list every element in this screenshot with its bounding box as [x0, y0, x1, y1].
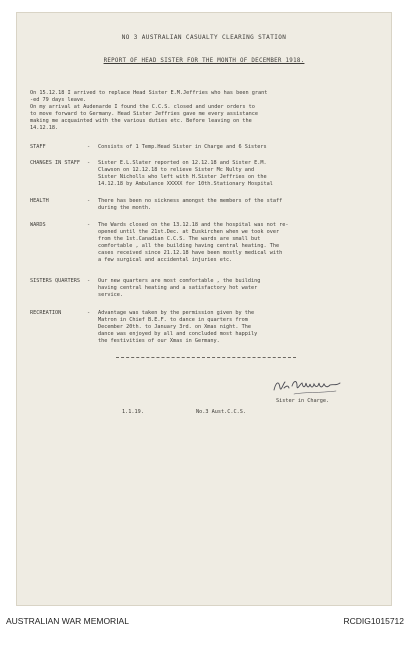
report-date: 1.1.19. — [122, 409, 144, 415]
intro-line: 14.12.18. — [30, 125, 59, 131]
section-dash: - — [87, 222, 91, 228]
section-text — [98, 160, 384, 188]
section-line: Clawson on 12.12.18 to relieve Sister Mc Nulty and — [98, 167, 255, 173]
section-text — [98, 222, 384, 264]
section-line: The Wards closed on the 13.12.18 and the hospital was not re- — [98, 222, 289, 228]
section-dash: - — [87, 198, 91, 204]
section-line: Sister E.L.Slater reported on 12.12.18 and Sister E.M. — [98, 160, 267, 166]
section-line: from the 1st.Canadian C.C.S. The wards are small but — [98, 236, 261, 242]
section-line: December 20th. to January 3rd. on Xmas night. The — [98, 324, 252, 330]
station-name: No.3 Aust.C.C.S. — [196, 409, 246, 415]
intro-line: On 15.12.18 I arrived to replace Head Sister E.M.Jeffries who has been grant — [30, 90, 268, 96]
section-dash: - — [87, 278, 91, 284]
intro-line: making me acquainted with the various duties etc. Before leaving on the — [30, 118, 252, 124]
intro-line: -ed 79 days leave. — [30, 97, 87, 103]
dashed-separator — [116, 357, 296, 359]
section-line: dance was enjoyed by all and concluded most happily — [98, 331, 258, 337]
signature-title: Sister in Charge. — [276, 398, 330, 404]
document-page — [16, 12, 392, 606]
archive-footer — [0, 616, 410, 630]
section-line: Matron in Chief B.E.F. to dance in quarters from — [98, 317, 248, 323]
document-heading: NO 3 AUSTRALIAN CASUALTY CLEARING STATION — [121, 34, 287, 41]
section-text — [98, 310, 384, 345]
handwritten-signature — [270, 374, 350, 398]
section-label: SISTERS QUARTERS — [30, 278, 80, 284]
archive-name: AUSTRALIAN WAR MEMORIAL — [6, 616, 129, 626]
section-dash: - — [87, 160, 91, 166]
section-line: a few surgical and accidental injuries etc. — [98, 257, 233, 263]
section-line: Our new quarters are most comfortable , the building — [98, 278, 261, 284]
section-label: STAFF — [30, 144, 46, 150]
report-title: REPORT OF HEAD SISTER FOR THE MONTH OF DECEMBER 1918. — [103, 58, 305, 64]
section-line: There has been no sickness amongst the members of the staff — [98, 198, 283, 204]
signature-drawing — [270, 374, 350, 398]
section-dash: - — [87, 310, 91, 316]
section-text — [98, 144, 384, 151]
intro-line: to move forward to Germany. Head Sister Jeffries gave me every assistance — [30, 111, 258, 117]
section-line: 14.12.18 by Ambulance XXXXX for 10th.Stationary Hospital — [98, 181, 273, 187]
section-label: WARDS — [30, 222, 46, 228]
section-label: CHANGES IN STAFF — [30, 160, 80, 166]
archive-reference: RCDIG1015712 — [343, 616, 404, 626]
section-line: opened until the 21st.Dec. at Euskirchen when we took over — [98, 229, 280, 235]
section-line: the festivities of our Xmas in Germany. — [98, 338, 220, 344]
section-line: Sister Nicholls who left with H.Sister Jeffries on the — [98, 174, 267, 180]
section-line: Consists of 1 Temp.Head Sister in Charge and 6 Sisters — [98, 144, 267, 150]
section-text — [98, 198, 384, 212]
section-line: service. — [98, 292, 123, 298]
section-label: RECREATION — [30, 310, 62, 316]
section-line: comfortable , all the building having central heating. The — [98, 243, 280, 249]
section-line: having central heating and a satisfactory hot water — [98, 285, 258, 291]
intro-paragraph — [30, 90, 376, 132]
section-line: cases received since 21.12.18 have been mostly medical with — [98, 250, 283, 256]
section-text — [98, 278, 384, 299]
section-dash: - — [87, 144, 91, 150]
section-label: HEALTH — [30, 198, 49, 204]
section-line: Advantage was taken by the permission given by the — [98, 310, 255, 316]
intro-line: On my arrival at Audenarde I found the C.C.S. closed and under orders to — [30, 104, 255, 110]
section-line: during the month. — [98, 205, 152, 211]
